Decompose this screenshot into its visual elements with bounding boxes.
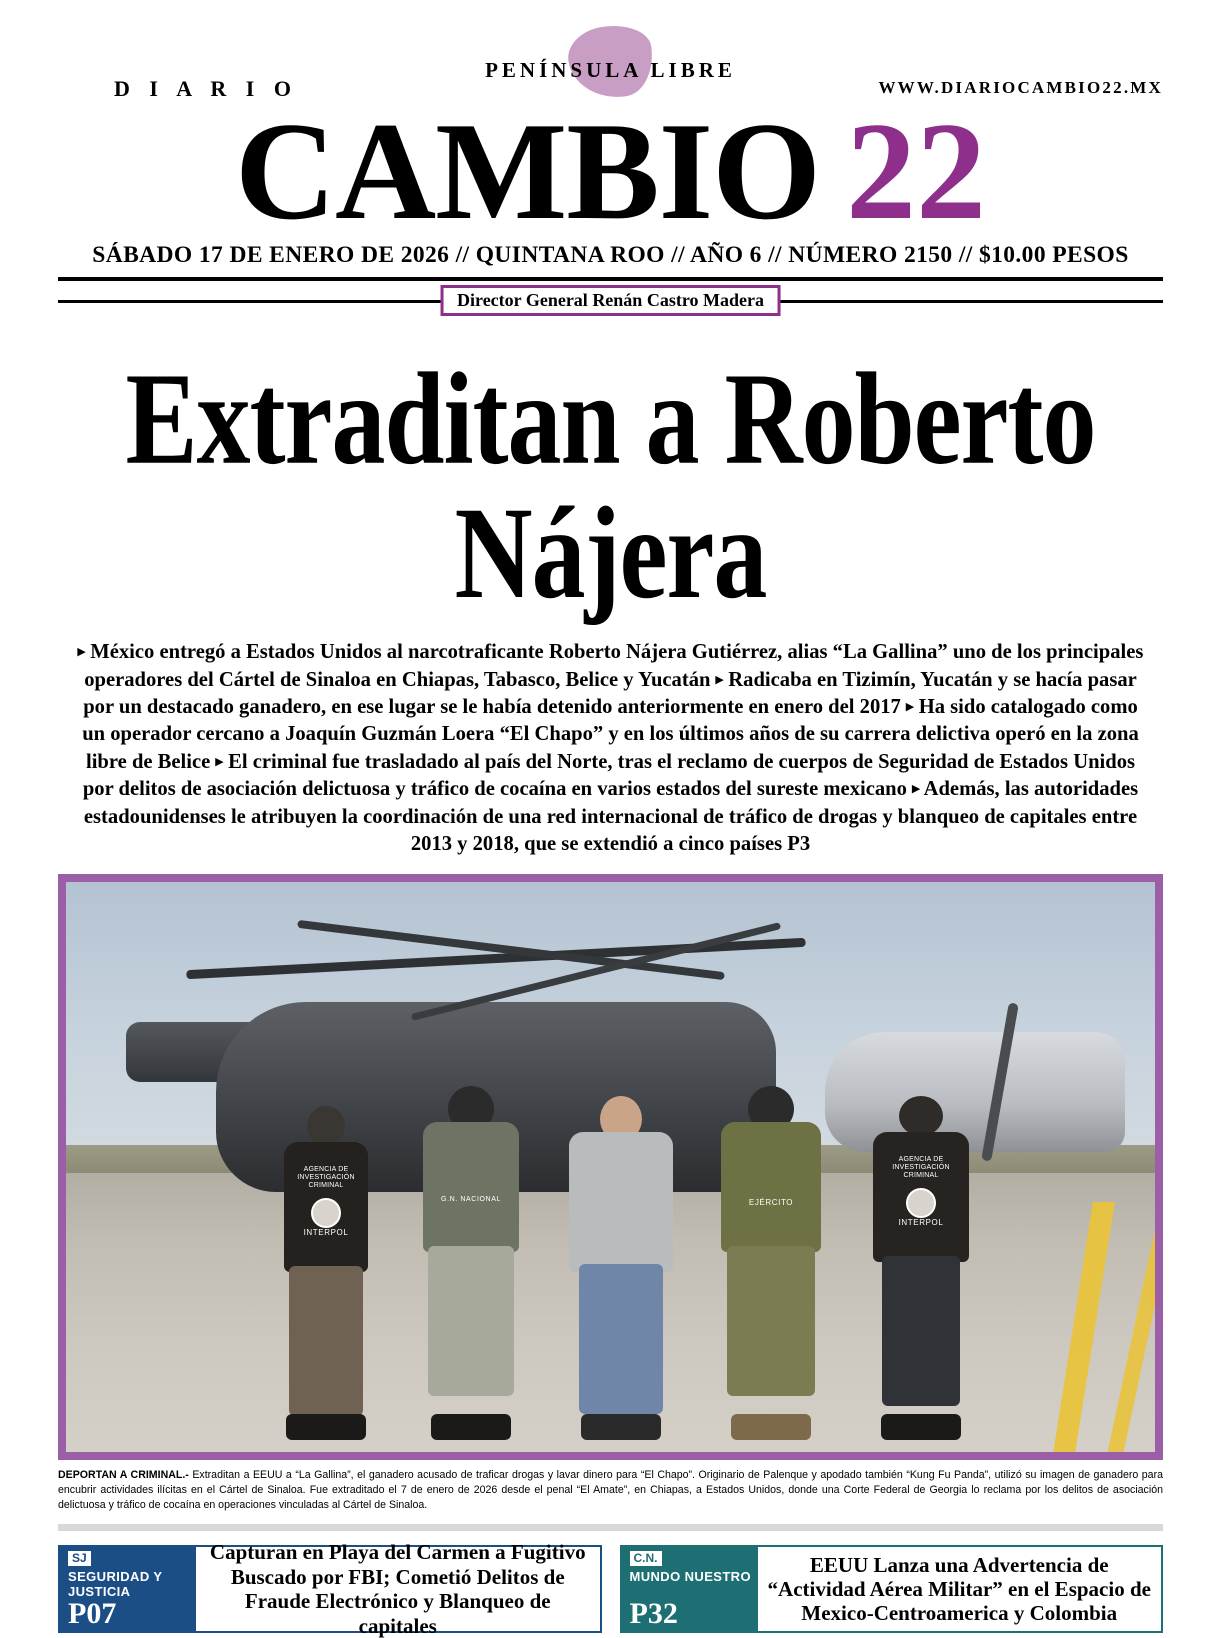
person-tactical-gear bbox=[721, 1122, 821, 1252]
peninsula-tagline: PENÍNSULA LIBRE bbox=[485, 58, 736, 82]
teaser-headline[interactable]: Capturan en Playa del Carmen a Fugitivo Buscado por FBI; Cometió Delitos de Fraude Electrónico y Blanqueo de capitales bbox=[209, 1540, 586, 1638]
teaser-seguridad-justicia[interactable] bbox=[58, 1540, 602, 1638]
masthead bbox=[0, 0, 1221, 317]
person-jacket bbox=[569, 1132, 673, 1272]
person-tactical-gear bbox=[423, 1122, 519, 1252]
person-boots bbox=[286, 1414, 366, 1440]
caption-lead: DEPORTAN A CRIMINAL.- bbox=[58, 1469, 189, 1482]
person-shoes bbox=[581, 1414, 661, 1440]
person-cap bbox=[899, 1096, 943, 1136]
bullet-arrow-icon: ▸ bbox=[77, 644, 86, 661]
vest-agency-text: AGENCIA DE INVESTIGACIÓN CRIMINAL bbox=[297, 1166, 355, 1190]
vest-interpol-text: INTERPOL bbox=[303, 1228, 349, 1238]
person-boots bbox=[431, 1414, 511, 1440]
page-headline: Extraditan a Roberto Nájera bbox=[125, 346, 1096, 627]
person-head bbox=[307, 1106, 345, 1146]
vest-interpol-text: INTERPOL bbox=[898, 1218, 944, 1228]
summary-page-ref[interactable]: P3 bbox=[787, 832, 811, 855]
logo-row bbox=[58, 94, 1163, 249]
website-url[interactable]: WWW.DIARIOCAMBIO22.MX bbox=[878, 78, 1163, 97]
person-jeans bbox=[579, 1264, 663, 1414]
director-row bbox=[58, 285, 1163, 317]
diario-label: D I A R I O bbox=[114, 76, 298, 101]
summary-bullet-2: Radicaba en Tizimín, Yucatán y se hacía pasar por un destacado ganadero, en ese lugar se le había detenido anteriormente en enero del 2017 bbox=[83, 668, 1137, 719]
main-photo-frame bbox=[58, 874, 1163, 1460]
photo-person-guard bbox=[406, 1086, 536, 1436]
interpol-badge-icon bbox=[906, 1188, 936, 1218]
photo-caption bbox=[58, 1468, 1163, 1512]
summary-bullet-5: Además, las autoridades estadounidenses le atribuyen la coordinación de una red internacional de tráfico de drogas y blanqueo de capitales entre 2013 y 2018, que se extendió a cinco países bbox=[83, 778, 1139, 855]
teaser-badge bbox=[60, 1547, 196, 1631]
summary-bullet-4: El criminal fue trasladado al país del Norte, tras el reclamo de cuerpos de Seguridad de Estados Unidos por delitos de asociación delictuosa y tráfico de cocaína en varios estados del sureste mexicano bbox=[82, 750, 1136, 801]
person-boots bbox=[731, 1414, 811, 1440]
caption-text: Extraditan a EEUU a “La Gallina”, el ganadero acusado de traficar drogas y lavar dinero para “El Chapo”. Originario de Palenque y apodado también “Kung Fu Panda”, utilizó su imagen de ganadero para encubrir actividades ilícitas en el Cártel de Sinaloa. Fue extraditado el 7 de enero de 2026 desde el penal “El Amate”, en Chiapas, a Estados Unidos, donde una Corte Federal de Georgia lo reclama por los delitos de asociación delictuosa y tráfico de cocaína en operaciones vinculadas al Cártel de Sinaloa. bbox=[58, 1469, 1163, 1511]
bullet-arrow-icon: ▸ bbox=[215, 753, 223, 770]
teaser-category: MUNDO NUESTRO bbox=[629, 1569, 751, 1585]
teaser-initials: SJ bbox=[68, 1551, 91, 1566]
person-legs bbox=[289, 1266, 363, 1416]
dateline: SÁBADO 17 DE ENERO DE 2026 // QUINTANA ROO // AÑO 6 // NÚMERO 2150 // $10.00 PESOS bbox=[92, 242, 1129, 268]
vest-agency-text: AGENCIA DE INVESTIGACIÓN CRIMINAL bbox=[892, 1156, 950, 1180]
photo-person-detainee bbox=[556, 1096, 686, 1436]
main-photo bbox=[66, 882, 1155, 1452]
teaser-badge bbox=[622, 1547, 758, 1631]
person-legs bbox=[727, 1246, 815, 1396]
footer-divider bbox=[58, 1524, 1163, 1531]
summary-bullet-3: Ha sido catalogado como un operador cercano a Joaquín Guzmán Loera “El Chapo” y en los últimos años de su carrera delictiva operó en la zona libre de Belice bbox=[82, 696, 1139, 773]
director-name: Director General Renán Castro Madera bbox=[440, 285, 781, 316]
masthead-divider bbox=[58, 277, 1163, 281]
bullet-arrow-icon: ▸ bbox=[912, 781, 920, 798]
photo-person-agent-right bbox=[856, 1096, 986, 1436]
person-legs bbox=[428, 1246, 514, 1396]
summary-bullet-1: México entregó a Estados Unidos al narcotraficante Roberto Nájera Gutiérrez, alias “La Gallina” uno de los principales operadores del Cártel de Sinaloa en Chiapas, Tabasco, Belice y Yucatán bbox=[84, 641, 1144, 691]
photo-person-soldier bbox=[706, 1086, 836, 1436]
guard-patch-text: G.N. NACIONAL bbox=[441, 1196, 501, 1204]
person-legs bbox=[882, 1256, 960, 1406]
logo-wordmark: CAMBIO bbox=[234, 94, 821, 249]
army-patch-text: EJÉRCITO bbox=[748, 1198, 794, 1208]
teaser-initials: C.N. bbox=[630, 1551, 662, 1566]
peninsula-wrap bbox=[58, 58, 1163, 83]
teaser-page-number[interactable]: P32 bbox=[629, 1597, 678, 1631]
bullet-arrow-icon: ▸ bbox=[715, 671, 724, 688]
photo-person-agent-left bbox=[266, 1106, 386, 1436]
person-boots bbox=[881, 1414, 961, 1440]
teaser-headline[interactable]: EEUU Lanza una Advertencia de “Actividad Aérea Militar” en el Espacio de Mexico-Centroamerica y Colombia bbox=[767, 1552, 1151, 1626]
headline-summary bbox=[72, 639, 1149, 858]
logo-number: 22 bbox=[846, 94, 987, 249]
bullet-arrow-icon: ▸ bbox=[906, 699, 914, 716]
footer-teasers bbox=[58, 1540, 1163, 1638]
interpol-badge-icon bbox=[311, 1198, 341, 1228]
teaser-category: SEGURIDAD Y JUSTICIA bbox=[68, 1569, 163, 1600]
teaser-mundo-nuestro[interactable] bbox=[620, 1545, 1164, 1633]
teaser-page-number[interactable]: P07 bbox=[68, 1597, 117, 1631]
